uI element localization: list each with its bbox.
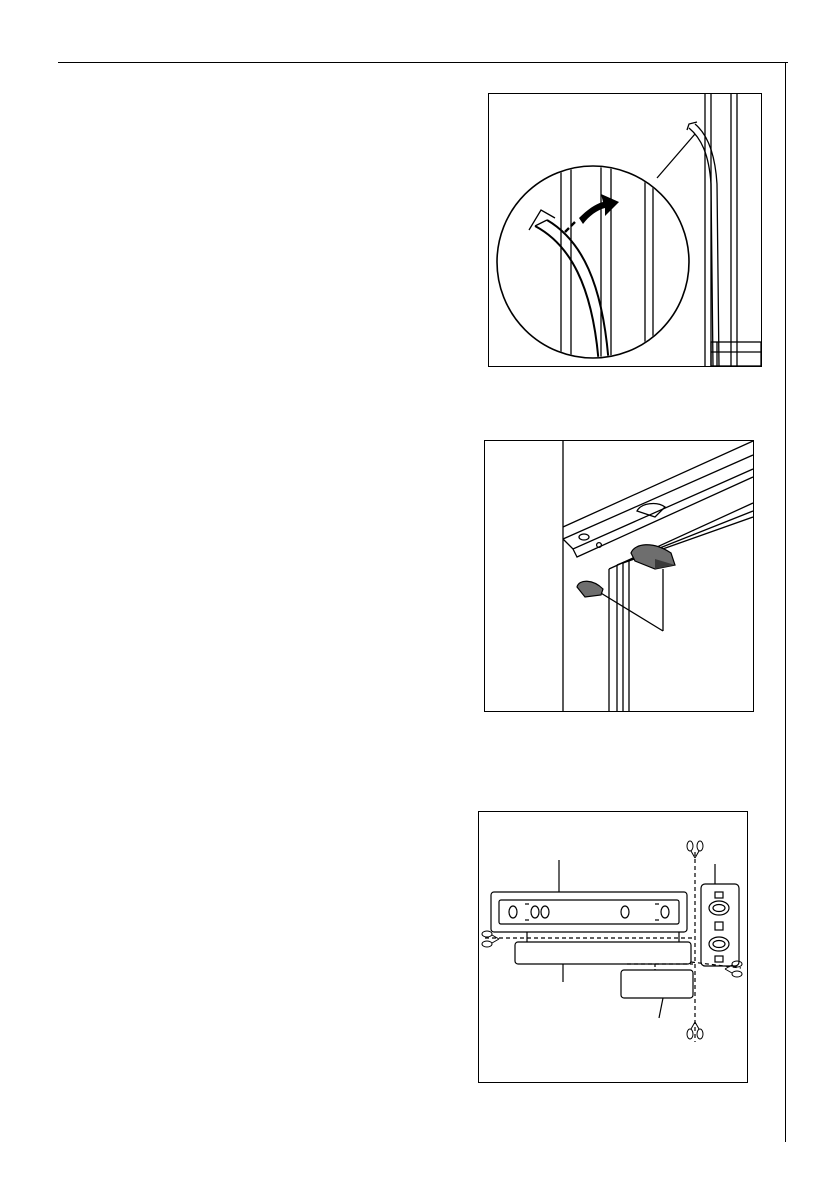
door-seal-drawing [489, 94, 761, 366]
scissors-icon [725, 961, 742, 977]
hinge-caps-drawing [485, 441, 753, 711]
mounting-template-drawing [479, 812, 747, 1082]
margin-rule [785, 62, 786, 1142]
scissors-icon [482, 931, 499, 947]
door-seal-illustration [488, 93, 762, 367]
header-rule [58, 62, 788, 63]
hinge-caps-illustration [484, 440, 754, 712]
mounting-template-illustration [478, 811, 748, 1083]
hinge-cap-icon [577, 581, 603, 597]
